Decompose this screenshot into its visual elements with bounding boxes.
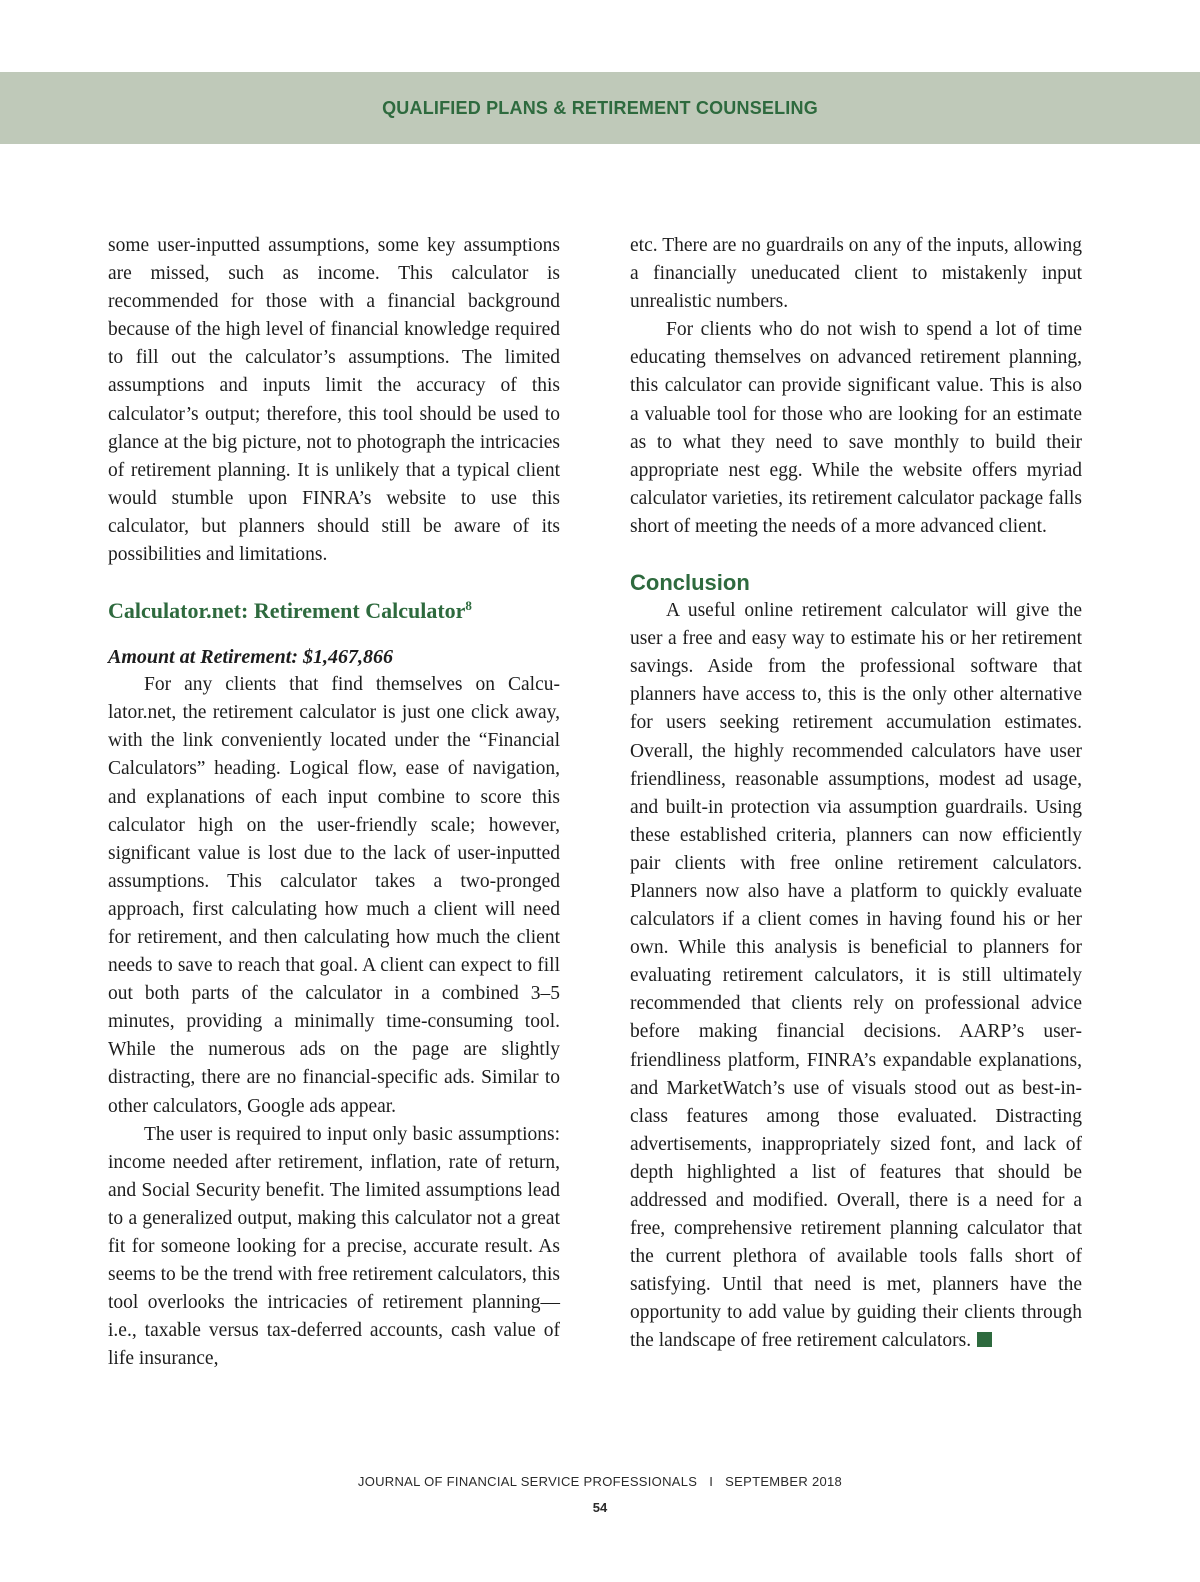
issue-date: SEPTEMBER 2018 xyxy=(725,1474,843,1489)
section-title: QUALIFIED PLANS & RETIREMENT COUNSELING xyxy=(382,98,818,118)
page-footer xyxy=(0,1474,1200,1489)
conclusion-paragraph xyxy=(630,597,1082,1356)
right-column xyxy=(630,232,1082,1356)
journal-name: JOURNAL OF FINANCIAL SERVICE PROFESSIONALS xyxy=(357,1474,698,1489)
left-paragraph-3: The user is required to input only basic assumptions: income needed after retirement, inflation, rate of return, and Social Security benefit. The limited assumptions lead to a generalized output, making this calculator not a great fit for someone looking for a precise, accurate result. As seems to be the trend with free retirement calculators, this tool overlooks the intricacies of retirement planning— i.e., taxable versus tax-deferred accounts, cash value of life insurance, xyxy=(108,1123,560,1370)
left-column xyxy=(108,232,560,1373)
right-paragraph-2: For clients who do not wish to spend a lot of time educating themselves on advanced retirement planning, this calculator can provide significant value. This is also a valuable tool for those who are looking for an estimate as to what they need to save monthly to build their appropriate nest egg. While the website offers myriad calculator varieties, its retirement calculator package falls short of meeting the needs of a more advanced client. xyxy=(630,319,1082,537)
conclusion-heading: Conclusion xyxy=(630,570,750,596)
calculator-net-heading xyxy=(108,597,560,625)
section-header-band xyxy=(0,72,1200,144)
amount-at-retirement-subheading: Amount at Retirement: $1,467,866 xyxy=(108,646,394,669)
left-paragraph-1: some user-inputted assumptions, some key assumptions are missed, such as income. This calculator is recommended for those with a financial background because of the high level of financial knowledge required to fill out the calculator’s assumptions. The limited assumptions and inputs limit the accuracy of this calculator’s output; therefore, this tool should be used to glance at the big picture, not to photograph the intricacies of retirement planning. It is unlikely that a typical client would stumble upon FINRA’s website to use this calculator, but planners should still be aware of its possibilities and limitations. xyxy=(108,235,560,566)
page-number: 54 xyxy=(592,1500,608,1515)
right-paragraph-1: etc. There are no guardrails on any of the inputs, allowing a financially uneducated client to mistakenly input unrealistic numbers. xyxy=(630,235,1082,313)
footer-separator: I xyxy=(709,1474,714,1489)
calculator-net-heading-text: Calculator.net: Retirement Calculator xyxy=(108,598,466,624)
left-paragraph-2: For any clients that find themselves on Calculator.net, the retirement calculator is just one click away, with the link conveniently located under the “Financial Calculators” heading. Logical flow, ease of navigation, and explanations of each input combine to score this calculator high on the user-friendly scale; however, significant value is lost due to the lack of user-inputted assumptions. This calculator takes a two-pronged approach, first calculating how much a client will need for retirement, and then calculating how much the client needs to save to reach that goal. A client can expect to fill out both parts of the calculator in a combined 3–5 minutes, providing a minimally time-consuming tool. While the numerous ads on the page are slightly distracting, there are no financial-specific ads. Similar to other calculators, Google ads appear. xyxy=(108,674,560,1117)
footnote-marker: 8 xyxy=(465,598,472,614)
conclusion-text: A useful online retirement calculator will give the user a free and easy way to estimate his or her retirement savings. Aside from the professional software that planners have access to, this is the only other alternative for users seeking retirement accumulation estimates. Overall, the highly recommended calculators have user friendliness, reasonable assumptions, modest ad usage, and built-in protection via assumption guardrails. Using these established criteria, planners can now efficiently pair clients with free online retirement calculators. Planners now also have a platform to quickly evaluate calculators if a client comes in having found his or her own. While this analysis is beneficial to planners for evaluating retirement calculators, it is still ultimately recommended that clients rely on professional advice before making financial decisions. AARP’s user-friendliness platform, FINRA’s expandable explanations, and MarketWatch’s use of visuals stood out as best-in-class features among those evaluated. Distracting advertisements, inappropriately sized font, and lack of depth highlighted a list of features that should be addressed and modified. Overall, there is a need for a free, comprehensive retirement planning calculator that the current plethora of available tools falls short of satisfying. Until that need is met, planners have the opportunity to add value by guiding their clients through the landscape of free retirement calculators. xyxy=(630,600,1082,1352)
end-of-article-square-icon xyxy=(977,1332,992,1347)
